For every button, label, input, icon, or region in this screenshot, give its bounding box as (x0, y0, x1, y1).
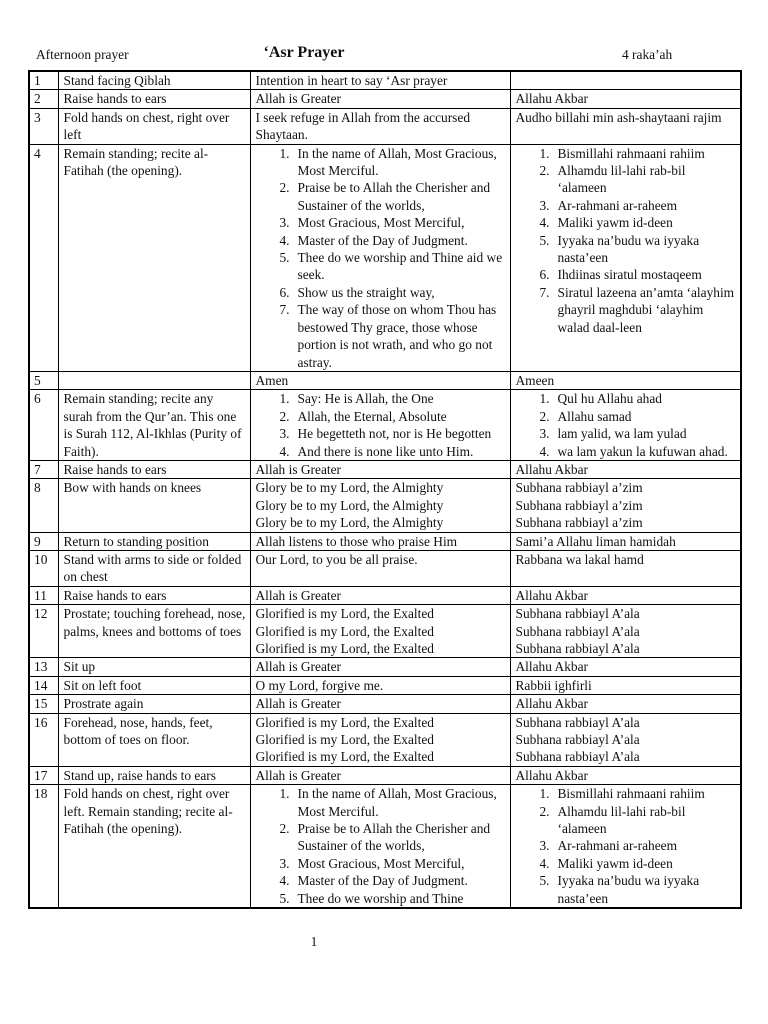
step-action (58, 460, 250, 478)
list-item (516, 390, 737, 407)
step-arabic-line: Allahu Akbar (515, 659, 589, 675)
step-action (58, 785, 250, 908)
list-item (516, 872, 737, 907)
step-meaning-line: Amen (255, 372, 289, 388)
step-meaning (250, 713, 510, 766)
step-action-line: Stand facing Qiblah (63, 73, 171, 88)
list-item (516, 145, 737, 162)
table-row (29, 390, 741, 461)
step-arabic (510, 605, 741, 658)
list-item-text: Alhamdu lil-lahi rab-bil ‘alameen (557, 803, 686, 837)
table-row (29, 785, 741, 908)
step-number: 13 (29, 658, 58, 676)
table-row (29, 695, 741, 713)
list-item-text: Iyyaka na’budu wa iyyaka nasta’een (557, 232, 700, 266)
step-action-line: Raise hands to ears (63, 587, 167, 603)
step-arabic (510, 144, 741, 371)
step-meaning-line: Glory be to my Lord, the Almighty (255, 480, 444, 496)
list-item-text: Master of the Day of Judgment. (297, 873, 468, 889)
step-arabic-line: Subhana rabbiayl a’zim (515, 497, 643, 513)
step-action (58, 108, 250, 144)
list-item (516, 443, 737, 460)
list-item (516, 214, 737, 231)
list-item-text: Praise be to Allah the Cherisher and Sustainer of the worlds, (297, 821, 491, 854)
step-number: 2 (29, 90, 58, 108)
list-item-text: Allahu samad (557, 408, 632, 424)
list-item-number: 1. (539, 145, 550, 161)
step-action-line: Remain standing; recite al-Fatihah (the opening). (63, 145, 209, 179)
list-item (256, 855, 506, 872)
page-title: ‘Asr Prayer (263, 44, 345, 61)
step-action (58, 550, 250, 586)
list-item (256, 390, 506, 407)
step-meaning (250, 144, 510, 371)
list-item (256, 232, 506, 249)
list-item-text: Ar-rahmani ar-raheem (557, 197, 678, 213)
table-body (29, 71, 741, 908)
list-item (256, 872, 506, 889)
list-item-number: 3. (539, 197, 550, 213)
list-item-text: Qul hu Allahu ahad (557, 391, 663, 407)
step-meaning-line: Our Lord, to you be all praise. (255, 551, 418, 567)
step-arabic-list (516, 145, 737, 336)
step-arabic (510, 785, 741, 908)
step-action (58, 144, 250, 371)
step-meaning-line: Glorified is my Lord, the Exalted (255, 714, 434, 730)
list-item (516, 408, 737, 425)
step-action (58, 586, 250, 604)
list-item-number: 2. (279, 180, 290, 196)
list-item-text: Bismillahi rahmaani rahiim (557, 786, 705, 802)
step-meaning-line: Glorified is my Lord, the Exalted (255, 623, 434, 639)
list-item-text: Master of the Day of Judgment. (297, 232, 468, 248)
table-row (29, 532, 741, 550)
step-number: 7 (29, 460, 58, 478)
step-action (58, 90, 250, 108)
step-arabic (510, 658, 741, 676)
table-row (29, 479, 741, 532)
list-item (516, 803, 737, 838)
list-item (256, 249, 506, 284)
table-row (29, 550, 741, 586)
step-action-line: Sit on left foot (63, 677, 142, 693)
step-meaning-line: Intention in heart to say ‘Asr prayer (255, 73, 448, 88)
step-number: 12 (29, 605, 58, 658)
list-item-text: In the name of Allah, Most Gracious, Most Merciful. (297, 145, 497, 179)
step-arabic-line: Rabbana wa lakal hamd (515, 551, 644, 567)
list-item-number: 3. (279, 215, 290, 231)
step-arabic (510, 390, 741, 461)
list-item-number: 1. (539, 786, 550, 802)
list-item-text: The way of those on whom Thou has bestowed Thy grace, those whose portion is not wrath, and who go not astray. (297, 302, 497, 370)
list-item (516, 232, 737, 267)
step-meaning (250, 695, 510, 713)
list-item (256, 443, 506, 460)
step-action-line: Bow with hands on knees (63, 480, 202, 496)
step-meaning-line: Glory be to my Lord, the Almighty (255, 497, 444, 513)
list-item-number: 2. (279, 408, 290, 424)
step-arabic-list (516, 390, 737, 460)
step-meaning (250, 371, 510, 389)
step-number: 3 (29, 108, 58, 144)
step-arabic-line: Subhana rabbiayl A’ala (515, 732, 640, 748)
table-row (29, 605, 741, 658)
list-item-text: wa lam yakun la kufuwan ahad. (557, 443, 728, 459)
step-arabic-line: Subhana rabbiayl A’ala (515, 623, 640, 639)
step-arabic (510, 550, 741, 586)
step-action-line: Return to standing position (63, 533, 209, 549)
step-arabic (510, 108, 741, 144)
step-action-line: Fold hands on chest, right over left. Remain standing; recite al-Fatihah (the opening). (63, 786, 233, 837)
step-number: 8 (29, 479, 58, 532)
step-meaning (250, 479, 510, 532)
list-item-text: Ihdiinas siratul mostaqeem (557, 267, 702, 283)
list-item (256, 284, 506, 301)
step-action-line: Raise hands to ears (63, 461, 167, 477)
table-row (29, 371, 741, 389)
step-meaning-line: Glorified is my Lord, the Exalted (255, 606, 434, 622)
step-action-line: Sit up (63, 659, 96, 675)
list-item-number: 1. (279, 145, 290, 161)
step-action-line: Prostate; touching forehead, nose, palms, knees and bottoms of toes (63, 606, 246, 639)
table-row (29, 658, 741, 676)
step-number: 4 (29, 144, 58, 371)
step-number: 1 (29, 71, 58, 90)
step-arabic-line: Sami’a Allahu liman hamidah (515, 533, 676, 549)
step-arabic-line: Ameen (515, 372, 555, 388)
step-action (58, 532, 250, 550)
step-arabic (510, 676, 741, 694)
step-number: 6 (29, 390, 58, 461)
step-meaning-line: Allah is Greater (255, 767, 342, 783)
step-action (58, 766, 250, 784)
step-meaning-line: Glorified is my Lord, the Exalted (255, 749, 434, 765)
step-meaning (250, 785, 510, 908)
step-action-line: Remain standing; recite any surah from the Qur’an. This one is Surah 112, Al-Ikhlas (Purity of Faith). (63, 391, 242, 459)
list-item-number: 4. (279, 232, 290, 248)
table-row (29, 586, 741, 604)
list-item-text: In the name of Allah, Most Gracious, Most Merciful. (297, 786, 497, 819)
table-row (29, 766, 741, 784)
step-action (58, 479, 250, 532)
list-item (516, 425, 737, 442)
list-item-number: 4. (539, 855, 550, 871)
list-item (256, 145, 506, 180)
step-arabic-line: Allahu Akbar (515, 767, 589, 783)
step-meaning-line: Glory be to my Lord, the Almighty (255, 515, 444, 531)
step-arabic-line: Allahu Akbar (515, 696, 589, 712)
step-meaning-line: Allah listens to those who praise Him (255, 533, 458, 549)
step-number: 5 (29, 371, 58, 389)
step-arabic (510, 90, 741, 108)
list-item-number: 3. (279, 855, 290, 871)
table-row (29, 144, 741, 371)
step-action (58, 390, 250, 461)
step-arabic-line: Rabbii ighfirli (515, 677, 592, 693)
step-number: 9 (29, 532, 58, 550)
prayer-steps-table (28, 70, 742, 909)
list-item (516, 266, 737, 283)
list-item-text: Iyyaka na’budu wa iyyaka nasta’een (557, 873, 700, 906)
step-number: 16 (29, 713, 58, 766)
step-arabic-line: Allahu Akbar (515, 587, 589, 603)
step-arabic-list (516, 785, 737, 907)
list-item-number: 1. (539, 391, 550, 407)
list-item-number: 5. (279, 250, 290, 266)
header-right: 4 raka’ah (622, 47, 673, 62)
list-item-text: Praise be to Allah the Cherisher and Sustainer of the worlds, (297, 180, 491, 213)
step-arabic-line: Subhana rabbiayl A’ala (515, 641, 640, 656)
table-row (29, 460, 741, 478)
step-meaning-line: Glorified is my Lord, the Exalted (255, 641, 434, 656)
step-arabic-line: Audho billahi min ash-shaytaani rajim (515, 109, 722, 125)
list-item-text: Bismillahi rahmaani rahiim (557, 145, 705, 161)
step-arabic (510, 586, 741, 604)
list-item-number: 5. (279, 890, 290, 906)
step-meaning-line: Allah is Greater (255, 587, 342, 603)
step-meaning-list (256, 145, 506, 371)
list-item-number: 5. (539, 873, 550, 889)
step-arabic-line: Allahu Akbar (515, 91, 589, 107)
step-arabic (510, 460, 741, 478)
list-item-text: Most Gracious, Most Merciful, (297, 855, 465, 871)
list-item-text: He begetteth not, nor is He begotten (297, 426, 492, 442)
step-meaning-list (256, 390, 506, 460)
list-item (516, 197, 737, 214)
list-item-number: 4. (539, 443, 550, 459)
step-action-line: Raise hands to ears (63, 91, 167, 107)
step-arabic (510, 479, 741, 532)
list-item (256, 408, 506, 425)
list-item-text: Thee do we worship and Thine aid we seek. (297, 250, 503, 283)
step-arabic (510, 371, 741, 389)
step-meaning (250, 532, 510, 550)
step-meaning (250, 586, 510, 604)
table-row (29, 676, 741, 694)
step-arabic-line: Subhana rabbiayl a’zim (515, 515, 643, 531)
list-item-number: 2. (539, 163, 550, 179)
list-item (256, 785, 506, 820)
page-header (0, 44, 768, 66)
step-arabic (510, 695, 741, 713)
step-meaning-line: O my Lord, forgive me. (255, 677, 384, 693)
step-action (58, 658, 250, 676)
step-arabic (510, 766, 741, 784)
step-action-line: Forehead, nose, hands, feet, bottom of toes on floor. (63, 714, 213, 748)
step-number: 18 (29, 785, 58, 908)
step-meaning (250, 658, 510, 676)
list-item (256, 890, 506, 907)
list-item-number: 2. (539, 408, 550, 424)
step-arabic-line: Subhana rabbiayl A’ala (515, 714, 640, 730)
step-arabic (510, 532, 741, 550)
step-action (58, 676, 250, 694)
list-item-number: 4. (279, 873, 290, 889)
page-number: 1 (310, 934, 318, 949)
step-meaning (250, 605, 510, 658)
list-item-text: Maliki yawm id-deen (557, 855, 673, 871)
step-action (58, 605, 250, 658)
list-item-text: Thee do we worship and Thine (297, 890, 464, 906)
list-item-number: 6. (279, 284, 290, 300)
step-meaning (250, 108, 510, 144)
step-action (58, 713, 250, 766)
step-meaning (250, 766, 510, 784)
step-arabic-line: Subhana rabbiayl A’ala (515, 749, 640, 765)
list-item-number: 1. (279, 391, 290, 407)
list-item (516, 284, 737, 336)
step-arabic (510, 713, 741, 766)
list-item (256, 820, 506, 855)
step-meaning (250, 390, 510, 461)
step-meaning (250, 90, 510, 108)
list-item-text: And there is none like unto Him. (297, 443, 474, 459)
step-number: 10 (29, 550, 58, 586)
step-arabic-line: Allahu Akbar (515, 461, 589, 477)
step-meaning-line: Allah is Greater (255, 659, 342, 675)
step-meaning-line: I seek refuge in Allah from the accursed Shaytaan. (255, 109, 471, 143)
step-meaning (250, 460, 510, 478)
step-arabic-line: Subhana rabbiayl a’zim (515, 480, 643, 496)
list-item-number: 3. (279, 426, 290, 442)
step-action-line: Fold hands on chest, right over left (63, 109, 230, 143)
step-action (58, 371, 250, 389)
step-action (58, 71, 250, 90)
list-item-text: Alhamdu lil-lahi rab-bil ‘alameen (557, 163, 686, 196)
step-number: 14 (29, 676, 58, 694)
step-number: 17 (29, 766, 58, 784)
step-meaning (250, 71, 510, 90)
step-meaning-line: Glorified is my Lord, the Exalted (255, 732, 434, 748)
step-action (58, 695, 250, 713)
list-item-number: 6. (539, 267, 550, 283)
list-item-number: 4. (279, 443, 290, 459)
header-left: Afternoon prayer (36, 47, 129, 62)
list-item-number: 1. (279, 786, 290, 802)
list-item (516, 837, 737, 854)
list-item-text: Say: He is Allah, the One (297, 391, 434, 407)
step-number: 15 (29, 695, 58, 713)
step-number: 11 (29, 586, 58, 604)
step-meaning-list (256, 785, 506, 907)
list-item-text: lam yalid, wa lam yulad (557, 426, 687, 442)
step-action-line: Prostrate again (63, 696, 144, 712)
list-item-text: Maliki yawm id-deen (557, 215, 673, 231)
list-item (516, 162, 737, 197)
step-meaning (250, 676, 510, 694)
list-item-text: Ar-rahmani ar-raheem (557, 838, 678, 854)
list-item (516, 855, 737, 872)
table-row (29, 108, 741, 144)
list-item (516, 785, 737, 802)
step-meaning-line: Allah is Greater (255, 91, 342, 107)
list-item-text: Most Gracious, Most Merciful, (297, 215, 465, 231)
list-item-number: 3. (539, 426, 550, 442)
table-row (29, 71, 741, 90)
list-item (256, 179, 506, 214)
list-item-number: 5. (539, 232, 550, 248)
step-meaning (250, 550, 510, 586)
list-item-number: 4. (539, 215, 550, 231)
list-item-text: Allah, the Eternal, Absolute (297, 408, 447, 424)
list-item-number: 7. (279, 302, 290, 318)
step-arabic-line: Subhana rabbiayl A’ala (515, 606, 640, 622)
list-item-text: Siratul lazeena an’amta ‘alayhim ghayril maghdubi ‘alayhim walad daal-leen (557, 284, 735, 335)
list-item-number: 2. (279, 821, 290, 837)
step-arabic (510, 71, 741, 90)
list-item-number: 3. (539, 838, 550, 854)
list-item (256, 425, 506, 442)
step-action-line: Stand up, raise hands to ears (63, 767, 216, 783)
step-meaning-line: Allah is Greater (255, 461, 342, 477)
list-item (256, 214, 506, 231)
step-action-line: Stand with arms to side or folded on chest (63, 551, 242, 585)
step-meaning-line: Allah is Greater (255, 696, 342, 712)
list-item (256, 301, 506, 371)
list-item-number: 2. (539, 803, 550, 819)
table-row (29, 713, 741, 766)
list-item-number: 7. (539, 284, 550, 300)
table-row (29, 90, 741, 108)
list-item-text: Show us the straight way, (297, 284, 435, 300)
